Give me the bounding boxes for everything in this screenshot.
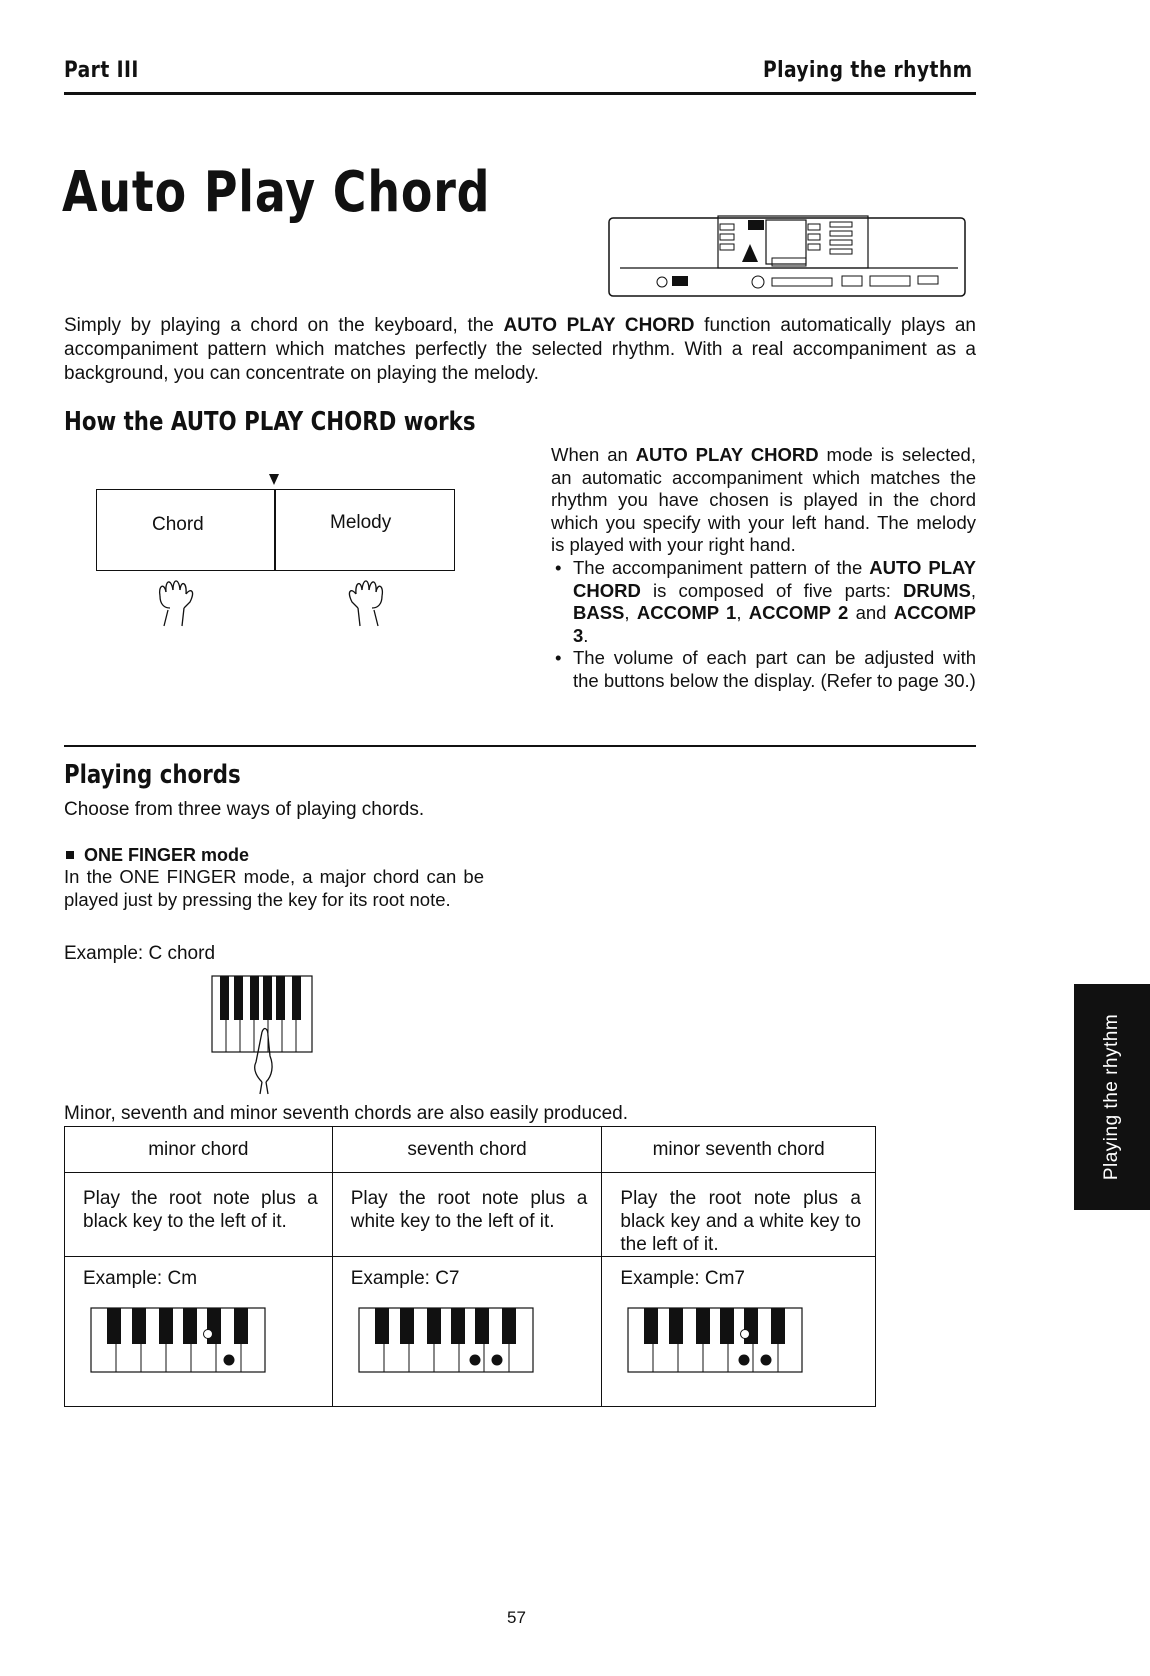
section-divider	[64, 745, 976, 747]
chord-zone-label: Chord	[152, 514, 204, 535]
header-rule	[64, 92, 976, 95]
table-header-minor-seventh: minor seventh chord	[602, 1127, 876, 1173]
minor-seventh-description: Play the root note plus a black key and a white key to the left of it.	[620, 1188, 861, 1255]
section1-description	[551, 444, 976, 693]
minor-seventh-example-cell	[602, 1257, 876, 1407]
table-row	[65, 1173, 333, 1257]
header-part: Part III	[64, 58, 139, 83]
section2-intro: Choose from three ways of playing chords.	[64, 799, 425, 820]
chord-types-table	[64, 1126, 876, 1407]
one-finger-keyboard-illustration	[206, 972, 318, 1098]
one-finger-heading: ONE FINGER mode	[64, 843, 249, 867]
chord-variants-intro: Minor, seventh and minor seventh chords are also easily produced.	[64, 1103, 628, 1124]
table-row	[602, 1173, 876, 1257]
auto-play-explanation: When an AUTO PLAY CHORD mode is selected, an automatic accompaniment which matches the rhythm you have chosen is played in the chord which you specify with your left hand. The melody is played with your right hand.	[551, 444, 976, 556]
minor-description: Play the root note plus a black key to the left of it.	[83, 1188, 318, 1232]
melody-zone-label: Melody	[330, 512, 392, 533]
page-number: 57	[507, 1608, 526, 1627]
split-divider	[274, 490, 276, 570]
cm7-keyboard-illustration	[626, 1306, 806, 1376]
right-hand-icon	[332, 574, 392, 630]
seventh-description: Play the root note plus a white key to the left of it.	[350, 1188, 588, 1232]
minor-seventh-example-label: Example: Cm7	[620, 1268, 745, 1289]
keyboard-panel-illustration	[608, 210, 968, 300]
c7-keyboard-illustration	[357, 1306, 537, 1376]
seventh-example-cell	[332, 1257, 602, 1407]
one-finger-description: In the ONE FINGER mode, a major chord can be played just by pressing the key for its root note.	[64, 866, 484, 910]
side-tab	[1074, 984, 1150, 1210]
seventh-example-label: Example: C7	[350, 1268, 460, 1289]
bullet-volume: • The volume of each part can be adjusted with the buttons below the display. (Refer to page 30.)	[551, 647, 976, 692]
intro-paragraph: Simply by playing a chord on the keyboard, the AUTO PLAY CHORD function automatically plays an accompaniment pattern which matches perfectly the selected rhythm. With a real accompaniment as a background, you can concentrate on playing the melody.	[64, 315, 976, 384]
page-title: Auto Play Chord	[62, 160, 491, 225]
section-heading-playing-chords: Playing chords	[64, 760, 241, 790]
table-header-minor: minor chord	[65, 1127, 333, 1173]
section-heading-how-it-works: How the AUTO PLAY CHORD works	[64, 407, 476, 437]
cm-keyboard-illustration	[89, 1306, 269, 1376]
left-hand-icon	[150, 574, 210, 630]
table-header-seventh: seventh chord	[332, 1127, 602, 1173]
table-row	[332, 1173, 602, 1257]
keyboard-split-diagram	[96, 489, 455, 571]
minor-example-cell	[65, 1257, 333, 1407]
bullet-five-parts: • The accompaniment pattern of the AUTO PLAY CHORD is composed of five parts: DRUMS, BASS, ACCOMP 1, ACCOMP 2 and ACCOMP 3.	[551, 557, 976, 647]
minor-example-label: Example: Cm	[83, 1268, 198, 1289]
header-section: Playing the rhythm	[762, 58, 972, 83]
split-point-arrow-icon	[268, 472, 280, 486]
square-bullet-icon	[66, 851, 74, 859]
c-chord-example-label: Example: C chord	[64, 943, 216, 964]
side-tab-label: Playing the rhythm	[1101, 1013, 1122, 1181]
